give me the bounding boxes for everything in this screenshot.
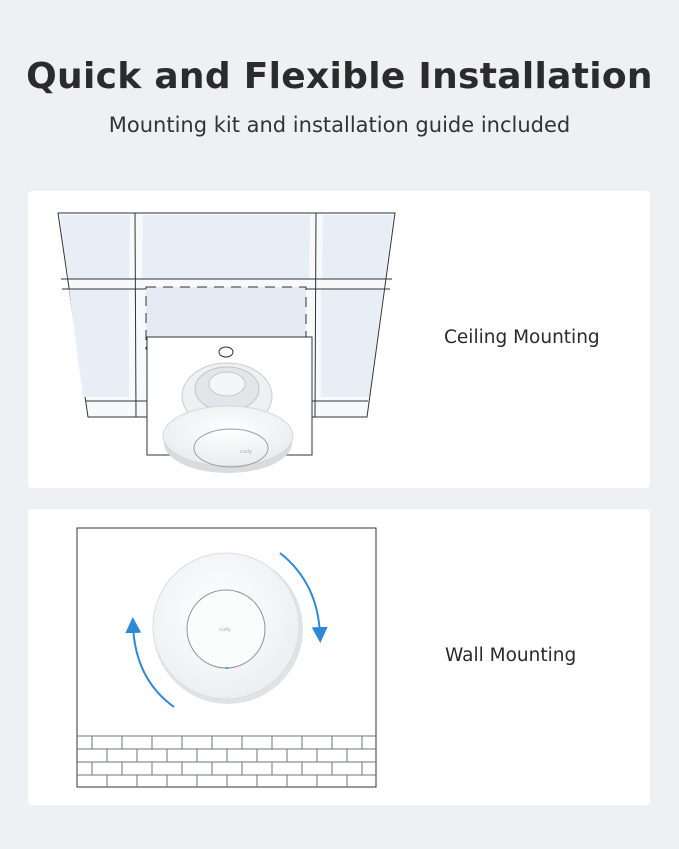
ceiling-mounting-label: Ceiling Mounting	[444, 327, 600, 348]
svg-text:cudy: cudy	[219, 627, 232, 633]
svg-text:cudy: cudy	[240, 449, 253, 455]
page-title: Quick and Flexible Installation	[26, 56, 653, 97]
wall-mounting-label: Wall Mounting	[445, 645, 577, 666]
wall-mounting-panel	[28, 509, 650, 805]
ceiling-mounting-panel	[28, 191, 650, 488]
page-subtitle: Mounting kit and installation guide included	[108, 113, 571, 137]
